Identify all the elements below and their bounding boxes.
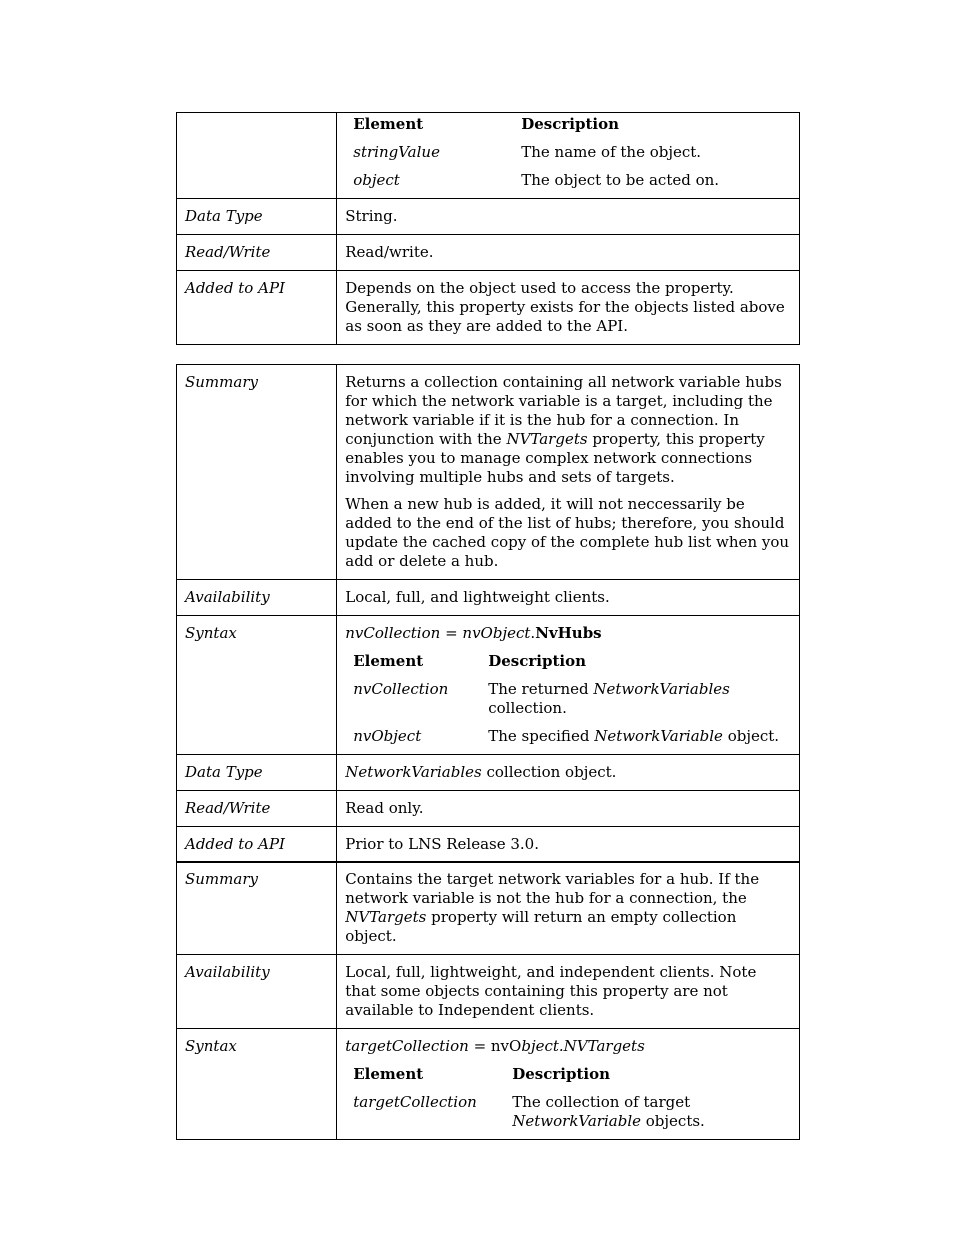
element-row <box>345 1093 791 1131</box>
property-table-1 <box>176 112 800 345</box>
readwrite-value: Read/write. <box>337 235 800 271</box>
element-name: object <box>353 171 400 189</box>
summary-value: Contains the target network variables for a hub. If the network variable is not the hub for a connection, the NVTargets property will return an empty collection object. <box>337 862 800 955</box>
added-label: Added to API <box>177 827 337 863</box>
element-header: Element <box>353 115 424 133</box>
syntax-label: Syntax <box>177 1029 337 1140</box>
description-header: Description <box>512 1065 611 1083</box>
element-table <box>345 652 791 746</box>
added-value: Prior to LNS Release 3.0. <box>337 827 800 863</box>
description-header: Description <box>488 652 587 670</box>
syntax-value <box>337 616 800 755</box>
element-row <box>345 143 791 171</box>
element-name: targetCollection <box>353 1093 477 1111</box>
summary-label: Summary <box>177 862 337 955</box>
datatype-label: Data Type <box>177 199 337 235</box>
availability-value: Local, full, lightweight, and independent clients. Note that some objects containing this property are not available to Independent clients. <box>337 955 800 1029</box>
added-label: Added to API <box>177 271 337 345</box>
readwrite-label: Read/Write <box>177 791 337 827</box>
element-row <box>345 680 791 727</box>
element-description: The returned NetworkVariables collection. <box>488 680 730 717</box>
syntax-label: Syntax <box>177 616 337 755</box>
property-table-2 <box>176 364 800 863</box>
element-row <box>345 727 791 746</box>
availability-label: Availability <box>177 580 337 616</box>
summary-value <box>337 365 800 580</box>
summary-paragraph: Returns a collection containing all network variable hubs for which the network variable is a target, including the network variable if it is the hub for a connection. In conjunction with the NVTargets property, this property enables you to manage complex network connections involving multiple hubs and sets of targets. <box>345 373 782 486</box>
syntax-line: targetCollection = nvObject.NVTargets <box>345 1037 645 1055</box>
added-value: Depends on the object used to access the property. Generally, this property exists for the objects listed above as soon as they are added to the API. <box>337 271 800 345</box>
datatype-value: NetworkVariables collection object. <box>337 755 800 791</box>
element-name: nvObject <box>353 727 422 745</box>
summary-label: Summary <box>177 365 337 580</box>
description-header: Description <box>521 115 620 133</box>
element-description: The object to be acted on. <box>521 171 720 189</box>
readwrite-label: Read/Write <box>177 235 337 271</box>
property-table-3 <box>176 861 800 1140</box>
empty-label-cell <box>177 113 337 199</box>
element-name: nvCollection <box>353 680 449 698</box>
syntax-value <box>337 1029 800 1140</box>
element-header: Element <box>353 652 424 670</box>
datatype-label: Data Type <box>177 755 337 791</box>
readwrite-value: Read only. <box>337 791 800 827</box>
availability-value: Local, full, and lightweight clients. <box>337 580 800 616</box>
element-header: Element <box>353 1065 424 1083</box>
element-description: The specified NetworkVariable object. <box>488 727 780 745</box>
element-description: The collection of target NetworkVariable objects. <box>512 1093 705 1130</box>
element-table <box>345 1065 791 1131</box>
element-row <box>345 171 791 190</box>
datatype-value: String. <box>337 199 800 235</box>
element-description: The name of the object. <box>521 143 702 161</box>
element-name: stringValue <box>353 143 440 161</box>
syntax-cell <box>337 113 800 199</box>
element-table <box>345 115 791 190</box>
availability-label: Availability <box>177 955 337 1029</box>
syntax-line: nvCollection = nvObject.NvHubs <box>345 624 602 642</box>
summary-paragraph: When a new hub is added, it will not neccessarily be added to the end of the list of hubs; therefore, you should update the cached copy of the complete hub list when you add or delete a hub. <box>345 495 790 570</box>
